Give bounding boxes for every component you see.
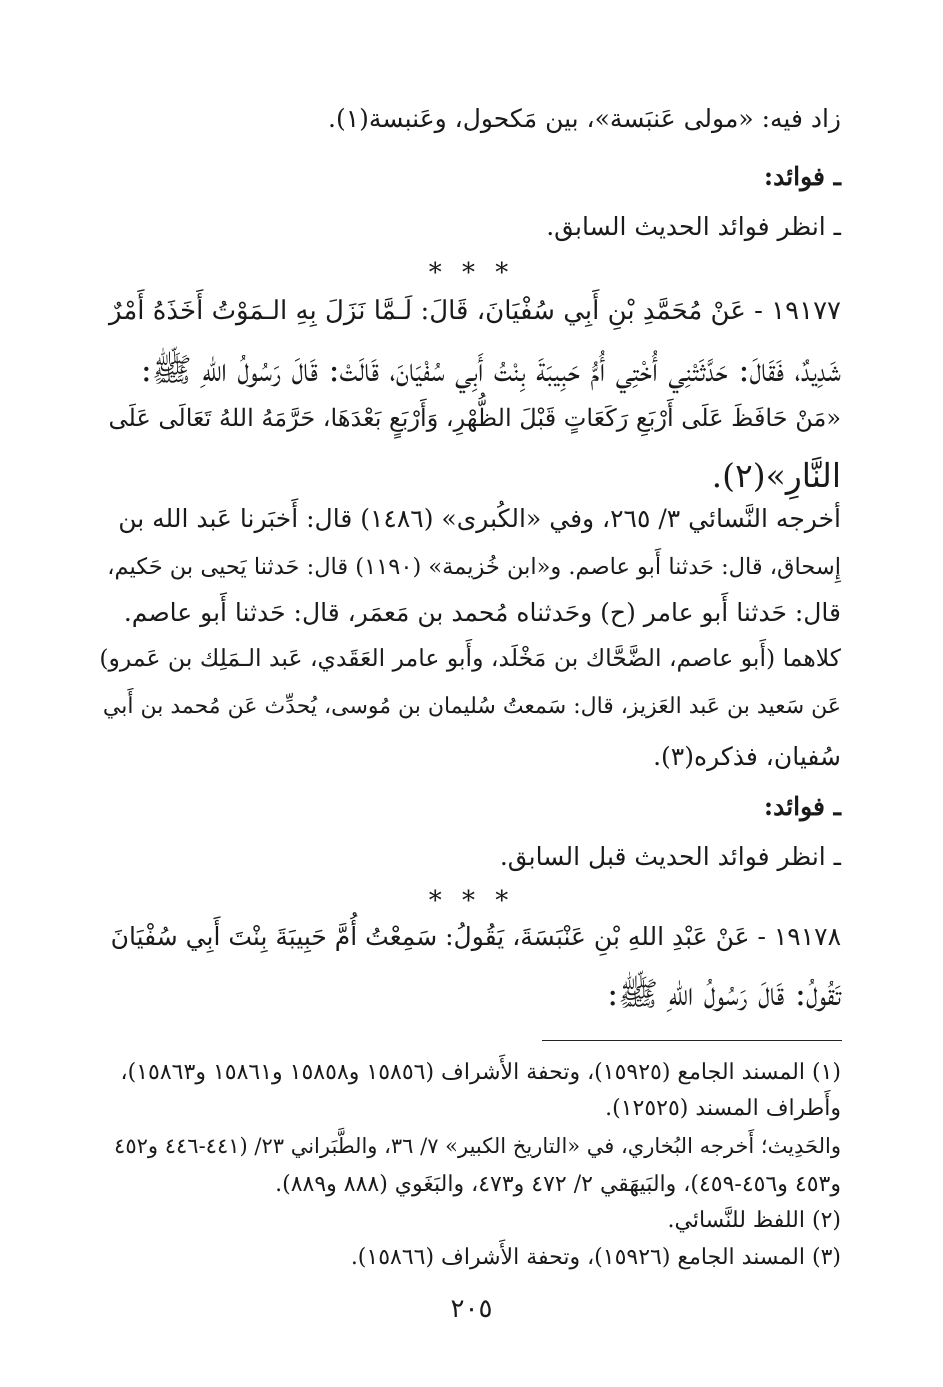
hadith-19177-line-3: «مَنْ حَافَظَ عَلَى أَرْبَعِ رَكَعَاتٍ قَبْلَ الظُّهْرِ، وَأَرْبَعٍ بَعْدَهَا، حَرَّمَهُ اللهُ تَعَالَى عَلَى: [108, 404, 841, 432]
footnote-1-line-4: و٤٥٣ و٤٥٦-٤٥٩)، والبَيهَقي ٢/ ٤٧٢ و٤٧٣، والبَغَوي (٨٨٨ و٨٨٩).: [275, 1172, 841, 1197]
takhrij-2-line-3: سُفيان، فذكره(٣).: [653, 742, 841, 771]
takhrij-1-line-2: إِسحاق، قال: حَدثنا أَبو عاصم. و«ابن خُزيمة» (١١٩٠) قال: حَدثنا يَحيى بن حَكيم،: [107, 554, 841, 580]
page-number: ٢٠٥: [450, 1294, 493, 1324]
takhrij-2-line-2: عَن سَعيد بن عَبد العَزيز، قال: سَمعتُ سُليمان بن مُوسى، يُحدِّث عَن مُحمد بن أَبي: [102, 694, 841, 719]
hadith-19177-line-4: النَّارِ»(٢).: [711, 456, 841, 495]
footnote-1-line-2: وأَطراف المسند (١٢٥٢٥).: [605, 1096, 841, 1121]
footnote-3: (٣) المسند الجامع (١٥٩٢٦)، وتحفة الأَشراف (١٥٨٦٦).: [350, 1245, 841, 1270]
takhrij-1-line-1: أخرجه النَّسائي ٣/ ٢٦٥، وفي «الكُبرى» (١٤٨٦) قال: أَخبَرنا عَبد الله بن: [118, 504, 841, 533]
footnote-1-line-3: والحَدِيث؛ أَخرجه البُخاري، في «التاريخ الكبير» ٧/ ٣٦، والطَّبَراني ٢٣/ (٤٤١-٤٤٦ و٤٥٢: [114, 1134, 841, 1158]
footnote-divider: [542, 1040, 842, 1041]
text-line-see-previous: ـ انظر فوائد الحديث السابق.: [546, 212, 841, 241]
takhrij-1-line-3: قال: حَدثنا أَبو عامر (ح) وحَدثناه مُحمد بن مَعمَر، قال: حَدثنا أَبو عاصم.: [123, 598, 841, 627]
benefits-heading-1: ـ فوائد:: [763, 162, 841, 191]
footnote-1-line-1: (١) المسند الجامع (١٥٩٢٥)، وتحفة الأَشراف (١٥٨٥٦ و١٥٨٥٨ و١٥٨٦١ و١٥٨٦٣)،: [120, 1060, 841, 1085]
section-separator-1: * * *: [428, 258, 515, 288]
hadith-19177-line-1: ١٩١٧٧ - عَنْ مُحَمَّدِ بْنِ أَبِي سُفْيَانَ، قَالَ: لَـمَّا نَزَلَ بِهِ الـمَوْتُ أَخَذَهُ أَمْرٌ: [108, 296, 841, 326]
hadith-19178-line-1: ١٩١٧٨ - عَنْ عَبْدِ اللهِ بْنِ عَنْبَسَةَ، يَقُولُ: سَمِعْتُ أُمَّ حَبِيبَةَ بِنْتَ أَبِي سُفْيَانَ: [110, 922, 841, 951]
hadith-19178-line-2: تَقُولُ: قَالَ رَسُولُ اللهِ ﷺ:: [607, 974, 841, 1013]
hadith-19177-line-2: شَدِيدٌ، فَقَالَ: حَدَّثَتْنِي أُخْتِي أُمُّ حَبِيبَةَ بِنْتُ أَبِي سُفْيَانَ، قَالَتْ: قَالَ رَسُولُ اللهِ ﷺ:: [140, 350, 841, 389]
section-separator-2: * * *: [428, 886, 515, 916]
text-line-see-before-previous: ـ انظر فوائد الحديث قبل السابق.: [499, 842, 841, 871]
text-line-addition: زاد فيه: «مولى عَنبَسة»، بين مَكحول، وعَنبسة(١).: [328, 104, 841, 133]
benefits-heading-2: ـ فوائد:: [763, 792, 841, 821]
takhrij-2-line-1: كلاهما (أَبو عاصم، الضَّحَّاك بن مَخْلَد، وأَبو عامر العَقَدي، عَبد الـمَلِك بن عَمرو): [99, 644, 841, 672]
footnote-2: (٢) اللفظ للنَّسائي.: [667, 1208, 841, 1233]
